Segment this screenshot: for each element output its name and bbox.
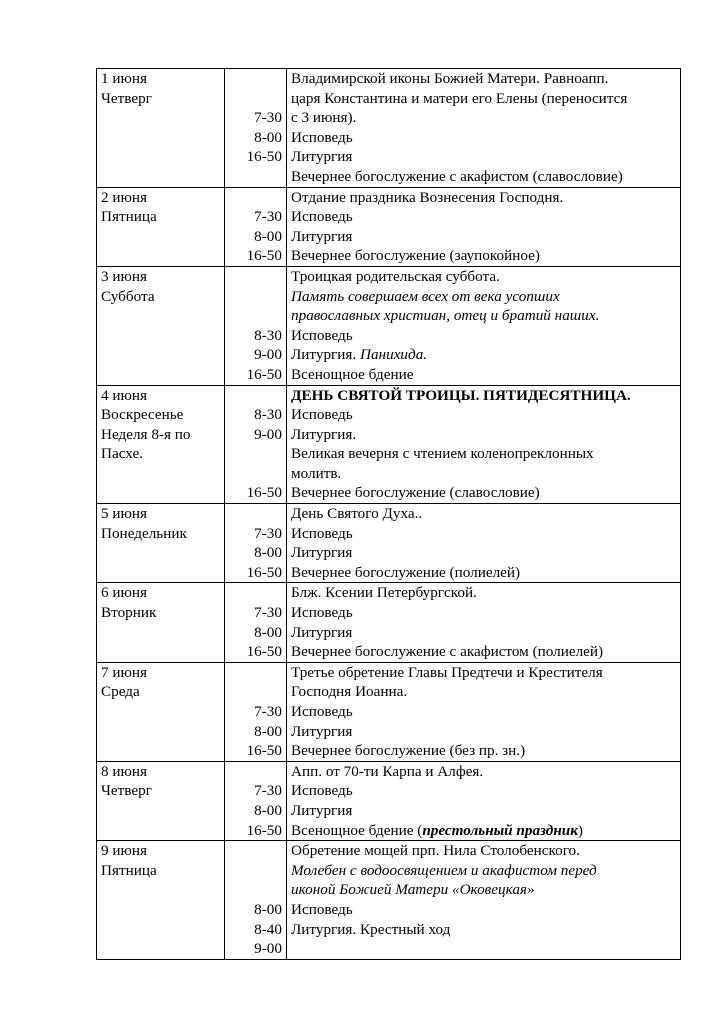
date-text: 5 июня: [101, 505, 147, 523]
service-text: Великая вечерня с чтением коленопреклонных: [291, 445, 594, 463]
service-line: [291, 801, 676, 821]
service-text: Вечернее богослужение (славословие): [291, 484, 540, 502]
date-cell: [97, 662, 225, 761]
service-text: Литургия.: [291, 346, 360, 364]
service-text: Литургия: [291, 227, 353, 245]
weekday-text: Пятница: [101, 861, 157, 879]
service-line: [291, 722, 676, 742]
service-description-cell: [287, 187, 681, 266]
service-text: Литургия.: [291, 425, 357, 443]
service-line: [291, 287, 676, 307]
date-cell: [97, 69, 225, 188]
date-cell: [97, 841, 225, 960]
date-text: 7 июня: [101, 663, 147, 681]
schedule-row: [97, 266, 681, 385]
time-cell: [225, 187, 287, 266]
service-line: [291, 603, 676, 623]
week-note-text: Пасхе.: [101, 445, 144, 463]
weekday-text: Воскресенье: [101, 406, 184, 424]
service-time: 9-00: [254, 425, 282, 443]
service-text: Вечернее богослужение (заупокойное): [291, 247, 540, 265]
time-cell: [225, 266, 287, 385]
service-text: ДЕНЬ СВЯТОЙ ТРОИЦЫ. ПЯТИДЕСЯТНИЦА.: [291, 386, 631, 404]
time-spacer: [229, 880, 282, 900]
weekday-text: Четверг: [101, 782, 152, 800]
service-time: 16-50: [246, 742, 282, 760]
service-line: [291, 188, 676, 208]
service-line: [291, 326, 676, 346]
service-text: Память совершаем всех от века усопших: [291, 287, 560, 305]
weekday-text: Понедельник: [101, 524, 187, 542]
service-line: [291, 543, 676, 563]
service-line: [291, 642, 676, 662]
time-spacer: [229, 504, 282, 524]
service-time: 8-00: [254, 900, 282, 918]
time-cell: [225, 761, 287, 840]
service-line: [291, 147, 676, 167]
schedule-body: [97, 69, 681, 960]
service-line: [291, 267, 676, 287]
service-line: [291, 227, 676, 247]
time-spacer: [229, 386, 282, 406]
service-line: [291, 444, 676, 464]
date-cell: [97, 504, 225, 583]
service-time: 16-50: [246, 643, 282, 661]
service-text: православных христиан, отец и братий наших.: [291, 307, 600, 325]
service-text: Вечернее богослужение (полиелей): [291, 563, 521, 581]
time-cell: [225, 69, 287, 188]
service-text: Третье обретение Главы Предтечи и Крестителя: [291, 663, 603, 681]
time-spacer: [229, 306, 282, 326]
service-line: [291, 623, 676, 643]
service-text: ): [577, 821, 583, 839]
service-line: [291, 762, 676, 782]
service-text: с 3 июня).: [291, 109, 357, 127]
service-line: [291, 920, 676, 940]
service-line: [291, 365, 676, 385]
schedule-row: [97, 662, 681, 761]
service-line: [291, 524, 676, 544]
service-text: Исповедь: [291, 406, 353, 424]
service-description-cell: [287, 583, 681, 662]
service-time: 8-40: [254, 920, 282, 938]
service-line: [291, 405, 676, 425]
weekday-text: Среда: [101, 683, 140, 701]
service-line: [291, 821, 676, 841]
date-text: 2 июня: [101, 188, 147, 206]
date-text: 1 июня: [101, 70, 147, 87]
service-time: 8-30: [254, 326, 282, 344]
service-time: 16-50: [246, 563, 282, 581]
service-text: царя Константина и матери его Елены (переносится: [291, 89, 628, 107]
time-spacer: [229, 69, 282, 89]
service-time: 8-00: [254, 801, 282, 819]
service-time: 7-30: [254, 782, 282, 800]
service-line: [291, 880, 676, 900]
date-cell: [97, 583, 225, 662]
service-text: Апп. от 70-ти Карпа и Алфея.: [291, 762, 484, 780]
service-text: Литургия: [291, 148, 353, 166]
service-text: престольный праздник: [422, 821, 578, 839]
service-description-cell: [287, 662, 681, 761]
service-text: Всенощное бдение (: [291, 821, 423, 839]
service-time: 7-30: [254, 604, 282, 622]
service-line: [291, 741, 676, 761]
date-cell: [97, 187, 225, 266]
service-line: [291, 861, 676, 881]
schedule-row: [97, 504, 681, 583]
service-text: иконой Божией Матери «Оковецкая»: [291, 881, 535, 899]
service-text: Исповедь: [291, 782, 353, 800]
weekday-text: Пятница: [101, 208, 157, 226]
schedule-row: [97, 841, 681, 960]
service-text: Исповедь: [291, 703, 353, 720]
service-line: [291, 207, 676, 227]
service-time: 7-30: [254, 109, 282, 127]
time-cell: [225, 504, 287, 583]
service-time: 16-50: [246, 821, 282, 839]
service-line: [291, 841, 676, 861]
service-text: молитв.: [291, 464, 342, 482]
date-text: 9 июня: [101, 842, 147, 860]
time-cell: [225, 583, 287, 662]
time-spacer: [229, 682, 282, 702]
service-text: Троицкая родительская суббота.: [291, 267, 500, 285]
service-time: 8-00: [254, 623, 282, 641]
service-line: [291, 483, 676, 503]
service-text: Исповедь: [291, 900, 353, 918]
service-text: Блж. Ксении Петербургской.: [291, 584, 477, 602]
service-line: [291, 425, 676, 445]
service-description-cell: [287, 266, 681, 385]
week-note-text: Неделя 8-я по: [101, 425, 191, 443]
weekday-text: Вторник: [101, 604, 157, 622]
date-text: 4 июня: [101, 386, 147, 404]
service-text: Вечернее богослужение (без пр. зн.): [291, 742, 526, 760]
service-time: 16-50: [246, 247, 282, 265]
service-text: Владимирской иконы Божией Матери. Равноапп.: [291, 70, 609, 87]
service-description-cell: [287, 69, 681, 188]
service-text: Исповедь: [291, 208, 353, 226]
time-spacer: [229, 841, 282, 861]
date-cell: [97, 761, 225, 840]
service-line: [291, 167, 676, 187]
date-text: 3 июня: [101, 267, 147, 285]
service-line: [291, 563, 676, 583]
time-spacer: [229, 464, 282, 484]
service-line: [291, 900, 676, 920]
service-line: [291, 108, 676, 128]
service-line: [291, 89, 676, 109]
service-line: [291, 682, 676, 702]
service-time: 8-00: [254, 227, 282, 245]
service-text: Отдание праздника Вознесения Господня.: [291, 188, 564, 206]
schedule-table: [96, 68, 681, 960]
service-line: [291, 128, 676, 148]
schedule-row: [97, 187, 681, 266]
service-time: 8-30: [254, 406, 282, 424]
service-line: [291, 345, 676, 365]
service-time: 7-30: [254, 524, 282, 542]
service-text: Вечернее богослужение с акафистом (славословие): [291, 167, 623, 185]
service-text: Вечернее богослужение с акафистом (полиелей): [291, 643, 604, 661]
service-text: Исповедь: [291, 604, 353, 622]
schedule-row: [97, 583, 681, 662]
service-text: Молебен с водоосвящением и акафистом перед: [291, 861, 597, 879]
service-description-cell: [287, 761, 681, 840]
time-spacer: [229, 861, 282, 881]
service-time: 8-00: [254, 128, 282, 146]
service-text: Литургия: [291, 623, 353, 641]
service-time: 8-00: [254, 722, 282, 740]
service-time: 7-30: [254, 208, 282, 226]
service-text: Литургия: [291, 801, 353, 819]
schedule-row: [97, 761, 681, 840]
service-line: [291, 583, 676, 603]
service-time: 16-50: [246, 484, 282, 502]
date-text: 8 июня: [101, 762, 147, 780]
time-spacer: [229, 663, 282, 683]
service-line: [291, 781, 676, 801]
service-text: Исповедь: [291, 326, 353, 344]
service-description-cell: [287, 841, 681, 960]
time-cell: [225, 385, 287, 504]
service-text: День Святого Духа..: [291, 505, 423, 523]
service-text: Всенощное бдение: [291, 365, 414, 383]
service-line: [291, 386, 676, 406]
time-spacer: [229, 89, 282, 109]
time-spacer: [229, 287, 282, 307]
time-spacer: [229, 444, 282, 464]
service-time: 16-50: [246, 148, 282, 166]
date-cell: [97, 385, 225, 504]
service-text: Исповедь: [291, 524, 353, 542]
service-text: Литургия: [291, 722, 353, 740]
service-text: Господня Иоанна.: [291, 683, 408, 701]
service-time: 8-00: [254, 544, 282, 562]
service-line: [291, 306, 676, 326]
service-time: 9-00: [254, 346, 282, 364]
service-text: Панихида.: [360, 346, 428, 364]
service-description-cell: [287, 504, 681, 583]
service-text: Исповедь: [291, 128, 353, 146]
date-text: 6 июня: [101, 584, 147, 602]
service-line: [291, 464, 676, 484]
service-description-cell: [287, 385, 681, 504]
service-time: 16-50: [246, 365, 282, 383]
service-time: 7-30: [254, 703, 282, 720]
time-spacer: [229, 188, 282, 208]
service-line: [291, 504, 676, 524]
service-line: [291, 663, 676, 683]
service-text: Литургия: [291, 544, 353, 562]
service-line: [291, 246, 676, 266]
service-text: Обретение мощей прп. Нила Столобенского.: [291, 842, 580, 860]
service-line: [291, 702, 676, 722]
date-cell: [97, 266, 225, 385]
time-cell: [225, 662, 287, 761]
time-spacer: [229, 583, 282, 603]
service-line: [291, 69, 676, 89]
weekday-text: Суббота: [101, 287, 155, 305]
time-spacer: [229, 762, 282, 782]
service-time: 9-00: [254, 940, 282, 958]
time-cell: [225, 841, 287, 960]
weekday-text: Четверг: [101, 89, 152, 107]
time-spacer: [229, 267, 282, 287]
schedule-row: [97, 69, 681, 188]
schedule-row: [97, 385, 681, 504]
service-text: Литургия. Крестный ход: [291, 920, 451, 938]
